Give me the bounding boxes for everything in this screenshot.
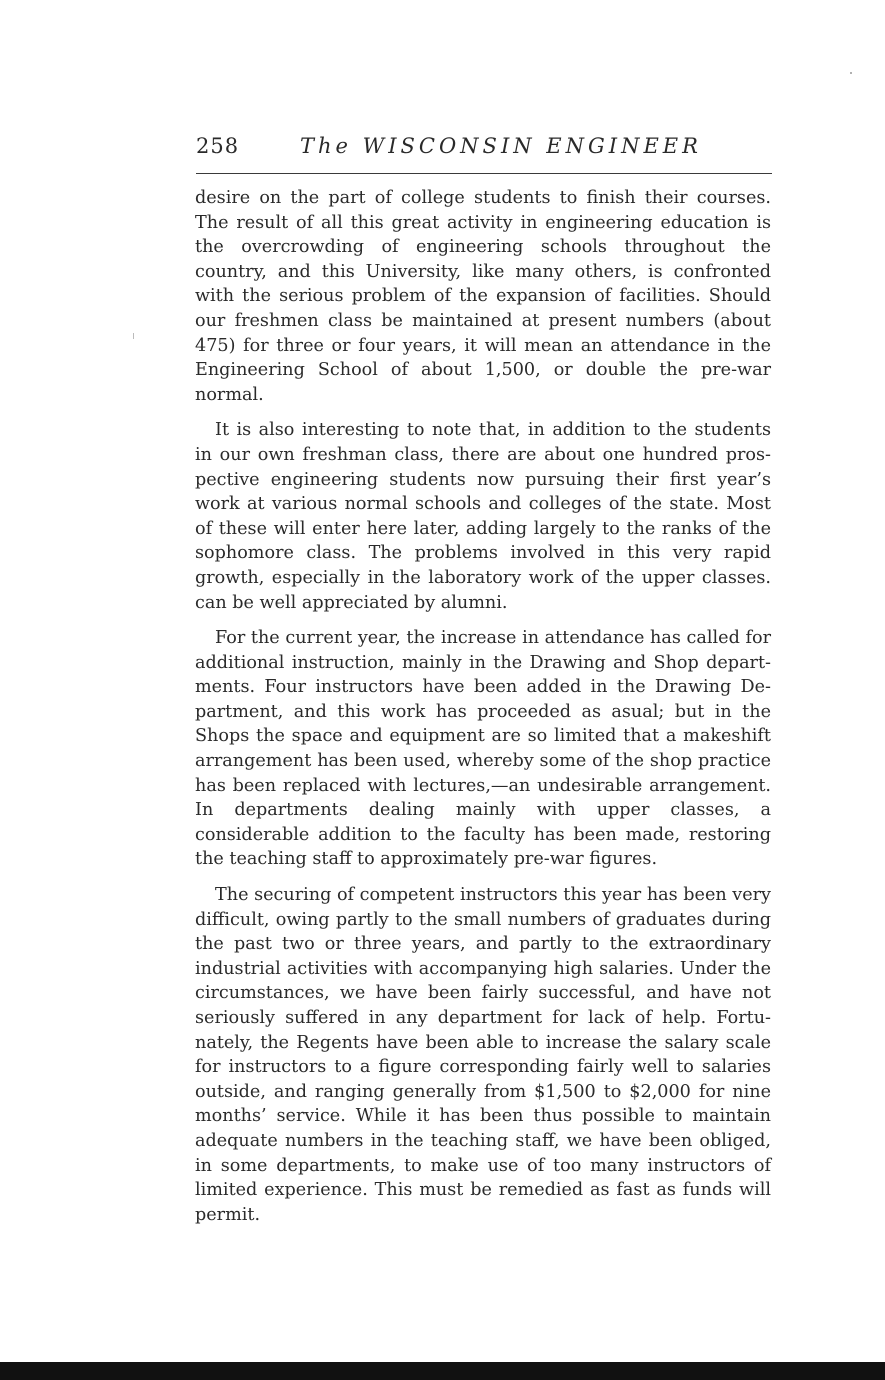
paragraph-2: It is also interesting to note that, in addition to the students in our own freshman class, there are about one hundred prospective engineering students now pursuing their first year’s work at various normal schools and colleges of the state. Most of these will enter here later, adding largely to the ranks of the sophomore class. The problems involved in this very rapid growth, especially in the laboratory work of the upper classes. can be well appreciated by alumni. — [195, 420, 771, 613]
paragraph-3: For the current year, the increase in attendance has called for additional instruction, mainly in the Drawing and Shop departments. Four instructors have been added in the Drawing Department, and this work has proceeded as asual; but in the Shops the space and equipment are so limited that a makeshift arrangement has been used, whereby some of the shop practice has been replaced with lectures,—an undesirable arrangement. In departments dealing mainly with upper classes, a considerable addition to the faculty has been made, restoring the teaching staff to approximately pre-war figures. — [195, 628, 771, 870]
page-number: 258 — [196, 134, 240, 158]
paragraph-1: desire on the part of college students to finish their courses. The result of all this great activity in engineering education is the overcrowding of engineering schools throughout the country, and this University, like many others, is confronted with the serious problem of the expansion of facilities. Should our freshmen class be maintained at present numbers (about 475) for three or four years, it will mean an attendance in the Engineering School of about 1,500, or double the pre-war normal. — [195, 188, 771, 405]
scan-speck — [850, 72, 852, 74]
paragraph-4: The securing of competent instructors this year has been very difficult, owing partly to the small numbers of graduates during the past two or three years, and partly to the extraordinary industrial activities with accompanying high salaries. Under the circumstances, we have been fairly successful, and have not seriously suffered in any department for lack of help. Fortunately, the Regents have been able to increase the salary scale for instructors to a figure corresponding fairly well to salaries outside, and ranging generally from $1,500 to $2,000 for nine months’ service. While it has been thus possible to maintain adequate numbers in the teaching staff, we have been obliged, in some departments, to make use of too many instructors of limited experience. This must be remedied as fast as funds will permit. — [195, 885, 771, 1225]
body-text — [195, 186, 771, 1238]
running-title: The WISCONSIN ENGINEER — [300, 134, 702, 158]
scan-mark — [133, 333, 134, 339]
page-header — [196, 134, 772, 174]
scan-edge-bar — [0, 1362, 885, 1380]
header-rule — [196, 173, 772, 174]
